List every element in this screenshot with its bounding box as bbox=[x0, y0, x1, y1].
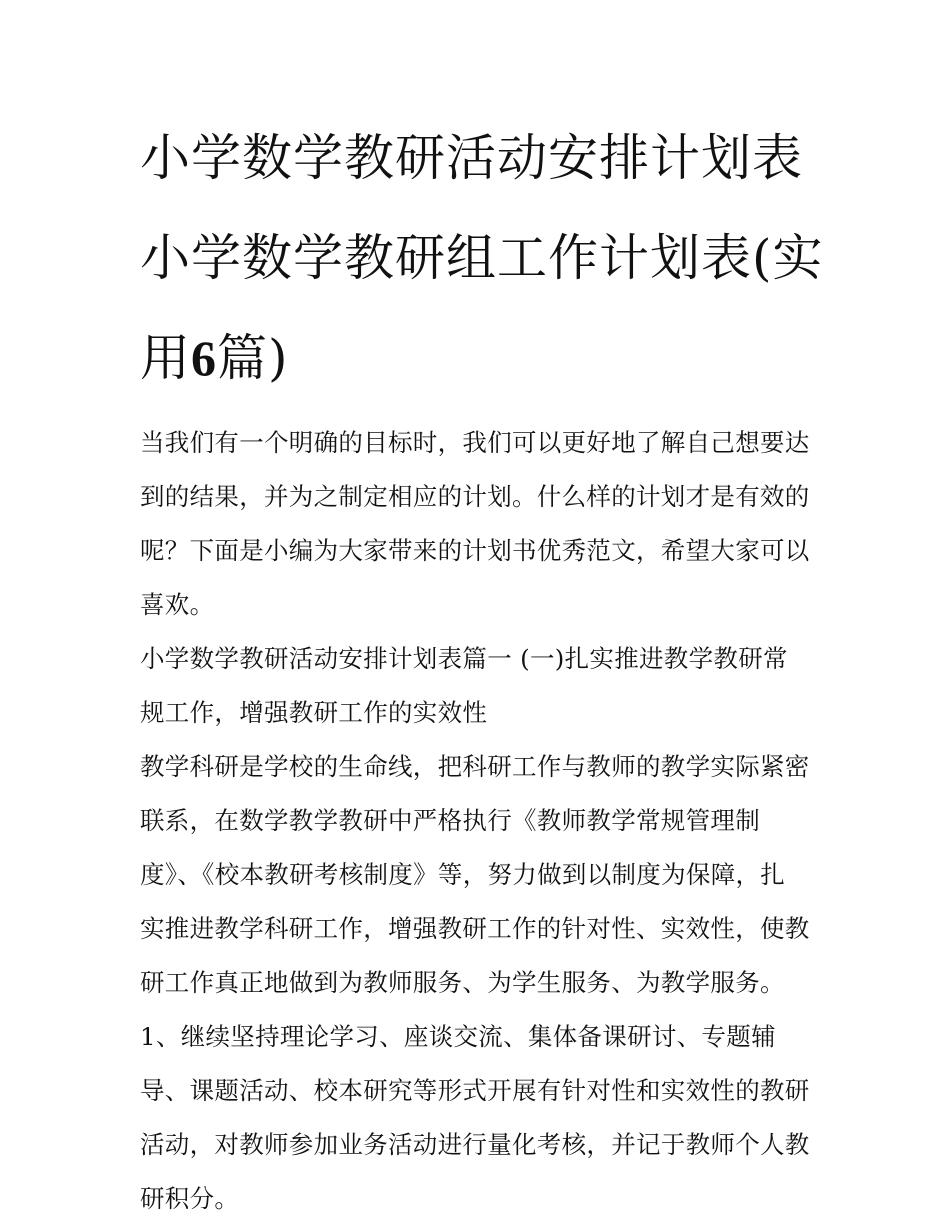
paragraph-line: 小学数学教研活动安排计划表篇一 (一)扎实推进教学教研常 bbox=[140, 644, 788, 673]
paragraph-line: 研工作真正地做到为教师服务、为学生服务、为教学服务。 bbox=[140, 968, 785, 997]
title-line-1: 小学数学教研活动安排计划表 bbox=[140, 129, 803, 187]
document-page bbox=[140, 108, 824, 1226]
paragraph-line: 实推进教学科研工作，增强教研工作的针对性、实效性，使教 bbox=[140, 914, 810, 943]
paragraph-line: 教学科研是学校的生命线，把科研工作与教师的教学实际紧密 bbox=[140, 752, 810, 781]
paragraph-line: 到的结果，并为之制定相应的计划。什么样的计划才是有效的 bbox=[140, 482, 810, 511]
intro-paragraph bbox=[140, 416, 815, 632]
paragraph-line: 度》、《校本教研考核制度》等，努力做到以制度为保障，扎 bbox=[140, 860, 786, 889]
paragraph-line: 活动，对教师参加业务活动进行量化考核，并记于教师个人教 bbox=[140, 1130, 810, 1159]
title-number: 6 bbox=[191, 330, 217, 386]
paragraph-line: 1、继续坚持理论学习、座谈交流、集体备课研讨、专题辅 bbox=[140, 1022, 776, 1051]
research-paragraph bbox=[140, 740, 815, 1010]
title-line-3-text: 用 bbox=[140, 329, 191, 387]
paragraph-line: 导、课题活动、校本研究等形式开展有针对性和实效性的教研 bbox=[140, 1076, 810, 1105]
paragraph-line: 联系，在数学教学教研中严格执行《教师教学常规管理制 bbox=[140, 806, 760, 835]
paragraph-line: 喜欢。 bbox=[140, 590, 215, 619]
paragraph-line: 规工作，增强教研工作的实效性 bbox=[140, 698, 488, 727]
title-line-3-tail: 篇) bbox=[217, 329, 289, 387]
paragraph-line: 呢？下面是小编为大家带来的计划书优秀范文，希望大家可以 bbox=[140, 536, 810, 565]
title-line-2: 小学数学教研组工作计划表(实 bbox=[140, 229, 824, 287]
section-heading-paragraph bbox=[140, 632, 815, 740]
paragraph-line: 当我们有一个明确的目标时，我们可以更好地了解自己想要达 bbox=[140, 428, 810, 457]
document-title bbox=[140, 108, 824, 408]
title-line-3 bbox=[140, 308, 815, 408]
list-item-paragraph bbox=[140, 1010, 815, 1226]
paragraph-line: 研积分。 bbox=[140, 1184, 240, 1213]
